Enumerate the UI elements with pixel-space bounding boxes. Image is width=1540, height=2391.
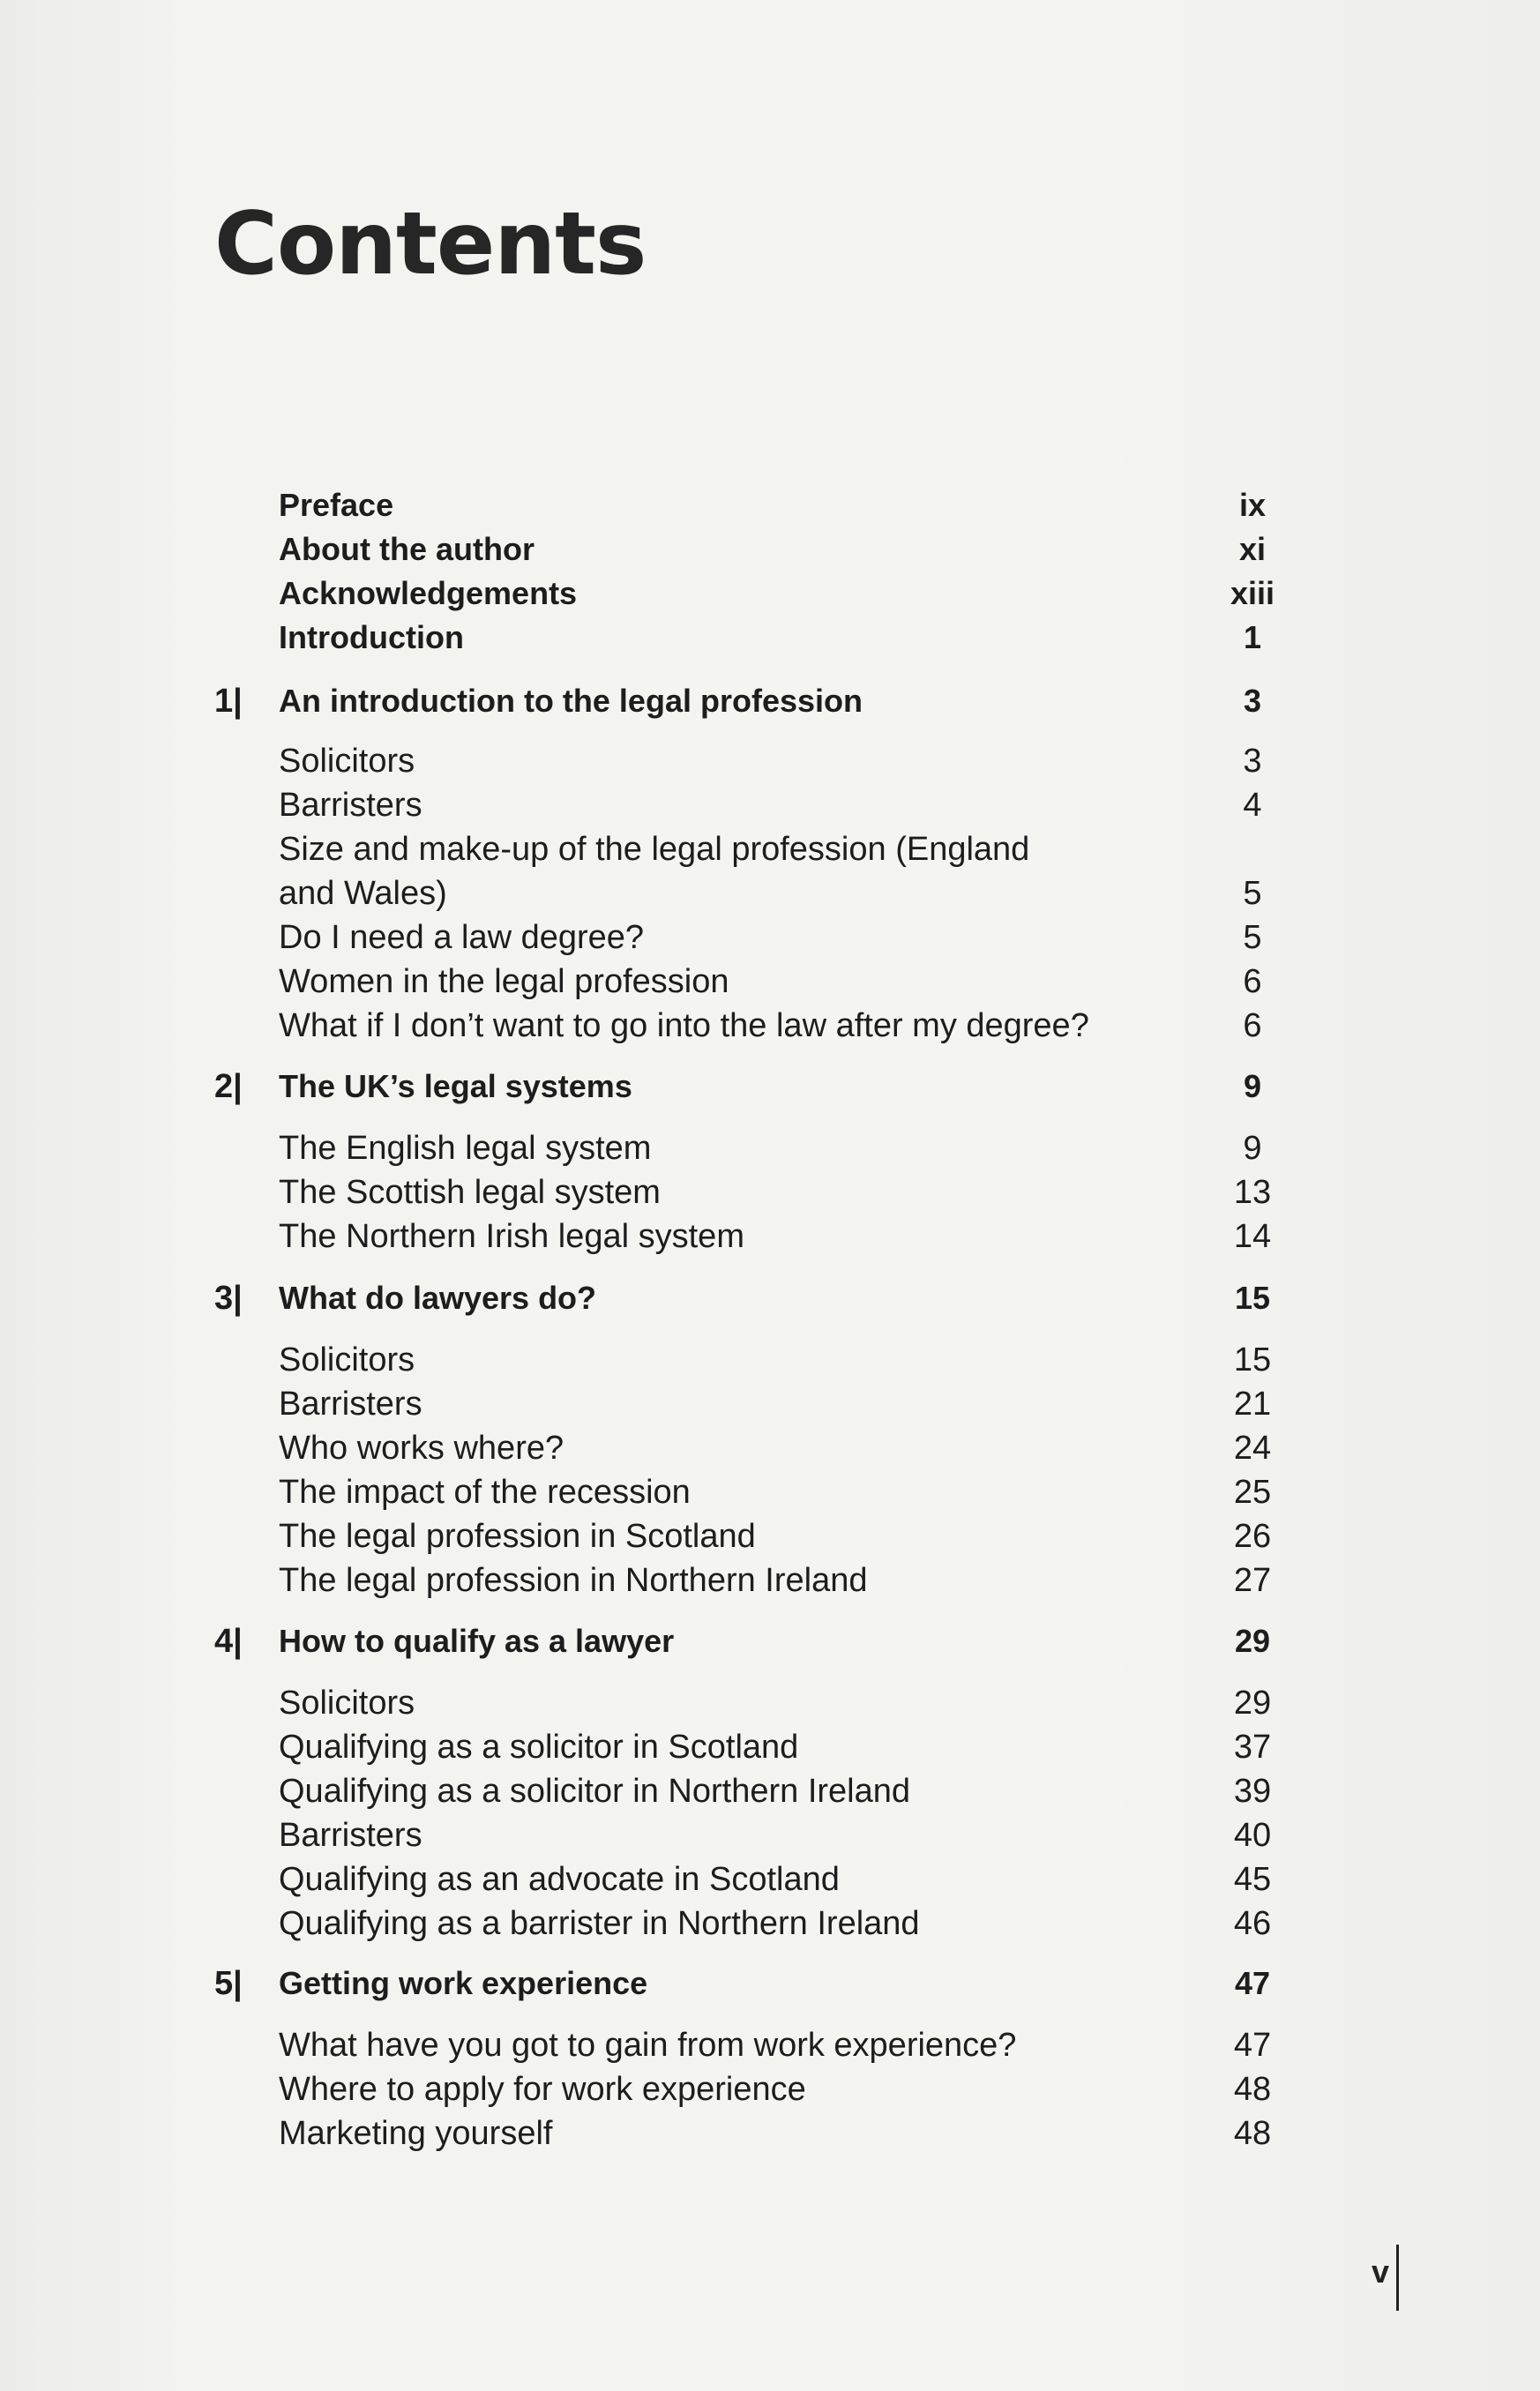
toc-entry	[0, 483, 1540, 527]
section-label: The English legal system	[279, 1130, 652, 1167]
section-page: 24	[1233, 1430, 1272, 1467]
section-page: 21	[1233, 1386, 1272, 1423]
section-label: Women in the legal profession	[279, 963, 729, 1000]
section-page: 48	[1233, 2115, 1272, 2152]
section-page: 4	[1243, 787, 1262, 824]
toc-section	[0, 739, 1540, 783]
section-label: The Northern Irish legal system	[279, 1218, 744, 1255]
toc-entry-label: Acknowledgements	[279, 575, 578, 611]
section-page: 6	[1243, 963, 1262, 1000]
toc-entry-label: Preface	[279, 487, 394, 523]
section-label: Barristers	[279, 1817, 422, 1854]
section-label: Qualifying as a barrister in Northern Ireland	[279, 1905, 920, 1942]
section-label: What have you got to gain from work experience?	[279, 2027, 1017, 2064]
section-page: 29	[1233, 1685, 1272, 1722]
toc-section	[0, 2111, 1540, 2156]
section-label: Solicitors	[279, 743, 415, 780]
toc-section	[0, 1681, 1540, 1725]
chapter-heading	[0, 1619, 1540, 1663]
toc-entry	[0, 616, 1540, 660]
chapter-page: 29	[1234, 1623, 1271, 1659]
toc-section	[0, 1558, 1540, 1603]
toc-section	[0, 1813, 1540, 1857]
section-page: 14	[1233, 1218, 1272, 1255]
section-label: Do I need a law degree?	[279, 919, 645, 956]
section-page: 25	[1233, 1474, 1272, 1511]
section-label: Size and make-up of the legal profession (England	[279, 831, 1030, 868]
toc-entry-label: Introduction	[279, 619, 464, 655]
chapter-title: Getting work experience	[279, 1965, 648, 2001]
section-label: The legal profession in Scotland	[279, 1518, 756, 1555]
toc-section	[0, 871, 1540, 915]
chapter-heading	[0, 1961, 1540, 2006]
toc-entry	[0, 572, 1540, 616]
chapter-number: 2|	[214, 1068, 243, 1105]
section-page: 5	[1243, 919, 1262, 956]
section-label: Marketing yourself	[279, 2115, 553, 2152]
chapter-title: How to qualify as a lawyer	[279, 1623, 675, 1659]
section-label: Where to apply for work experience	[279, 2071, 806, 2108]
toc-section	[0, 1725, 1540, 1769]
section-page: 40	[1233, 1817, 1272, 1854]
section-label: Solicitors	[279, 1685, 415, 1722]
section-label: Solicitors	[279, 1341, 415, 1379]
chapter-number: 3|	[214, 1280, 243, 1317]
toc-section	[0, 2067, 1540, 2111]
section-page: 26	[1233, 1518, 1272, 1555]
section-page: 37	[1233, 1729, 1272, 1766]
section-page: 46	[1233, 1905, 1272, 1942]
toc-section	[0, 1170, 1540, 1214]
folio-rule	[1396, 2245, 1399, 2311]
toc-entry-label: About the author	[279, 531, 535, 567]
chapter-page: 47	[1234, 1965, 1271, 2001]
toc-section	[0, 960, 1540, 1004]
section-page: 47	[1233, 2027, 1272, 2064]
page-title: Contents	[214, 194, 647, 295]
chapter-heading	[0, 1276, 1540, 1320]
chapter-number: 1|	[214, 683, 243, 720]
section-page: 9	[1243, 1130, 1262, 1167]
chapter-title: An introduction to the legal profession	[279, 683, 863, 719]
toc-section	[0, 1126, 1540, 1170]
chapter-number: 5|	[214, 1965, 243, 2002]
section-page: 15	[1233, 1341, 1272, 1379]
toc-section	[0, 1470, 1540, 1514]
toc-section	[0, 1382, 1540, 1426]
section-label: The legal profession in Northern Ireland	[279, 1562, 868, 1599]
chapter-title: What do lawyers do?	[279, 1280, 597, 1316]
section-page: 27	[1233, 1562, 1272, 1599]
toc-section	[0, 1902, 1540, 1946]
chapter-title: The UK’s legal systems	[279, 1068, 632, 1104]
section-page: 13	[1233, 1174, 1272, 1211]
section-page: 6	[1243, 1007, 1262, 1044]
section-label: Qualifying as a solicitor in Scotland	[279, 1729, 799, 1766]
toc-section	[0, 1004, 1540, 1048]
chapter-page: 9	[1243, 1068, 1262, 1104]
toc-entry-page: xi	[1238, 531, 1267, 567]
section-page: 39	[1233, 1773, 1272, 1810]
toc-entry-page: xiii	[1230, 575, 1275, 611]
section-label: Barristers	[279, 1386, 422, 1423]
chapter-page: 3	[1243, 683, 1262, 719]
page-number: v	[1372, 2253, 1390, 2290]
toc-section	[0, 1426, 1540, 1470]
section-page: 3	[1243, 743, 1262, 780]
section-label: Who works where?	[279, 1430, 564, 1467]
toc-section	[0, 827, 1540, 871]
toc-section	[0, 783, 1540, 827]
section-label: and Wales)	[279, 875, 447, 912]
chapter-page: 15	[1234, 1280, 1271, 1316]
toc-entry-page: 1	[1243, 619, 1262, 655]
toc-section	[0, 1338, 1540, 1382]
toc-section	[0, 1857, 1540, 1902]
section-label: What if I don’t want to go into the law after my degree?	[279, 1007, 1089, 1044]
section-label: The Scottish legal system	[279, 1174, 661, 1211]
toc-entry	[0, 527, 1540, 572]
section-label: Qualifying as an advocate in Scotland	[279, 1861, 840, 1898]
chapter-heading	[0, 1065, 1540, 1109]
toc-section	[0, 2023, 1540, 2067]
toc-section	[0, 1214, 1540, 1259]
section-label: The impact of the recession	[279, 1474, 691, 1511]
toc-entry-page: ix	[1238, 487, 1267, 523]
section-page: 5	[1243, 875, 1262, 912]
section-page: 48	[1233, 2071, 1272, 2108]
chapter-heading	[0, 679, 1540, 723]
chapter-number: 4|	[214, 1623, 243, 1660]
section-label: Barristers	[279, 787, 422, 824]
toc-section	[0, 1769, 1540, 1813]
section-label: Qualifying as a solicitor in Northern Ireland	[279, 1773, 911, 1810]
toc-section	[0, 1514, 1540, 1558]
section-page: 45	[1233, 1861, 1272, 1898]
toc-section	[0, 915, 1540, 960]
